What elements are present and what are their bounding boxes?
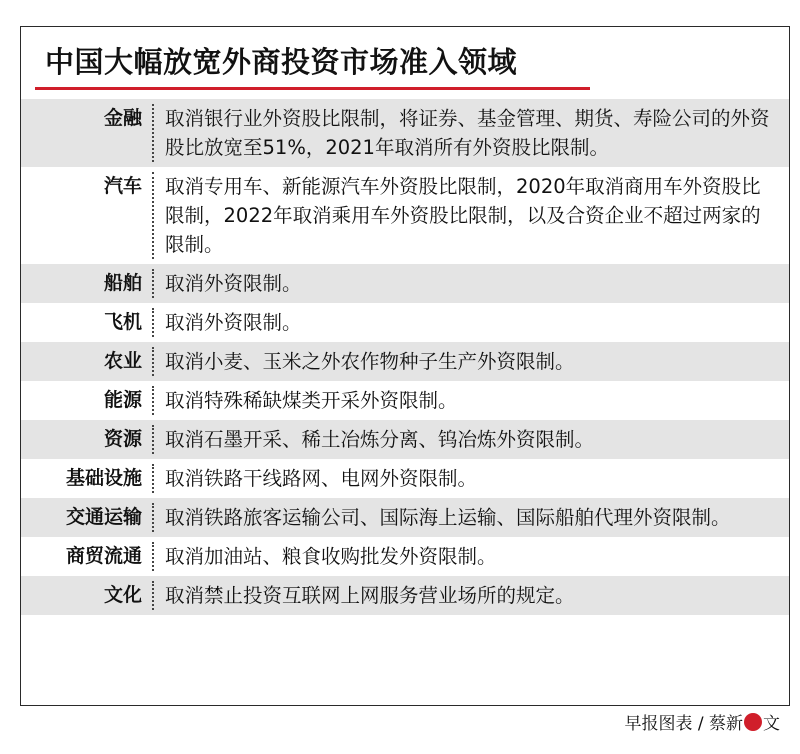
table-row <box>21 459 789 498</box>
row-category: 交通运输 <box>65 506 142 528</box>
credit-text: 早报图表 / 蔡新 <box>624 714 743 734</box>
dotted-separator <box>152 308 154 337</box>
table-title: 中国大幅放宽外商投资市场准入领域 <box>45 45 518 79</box>
table-frame <box>20 26 790 706</box>
row-category: 能源 <box>103 389 142 411</box>
row-description: 取消特殊稀缺煤类开采外资限制。 <box>165 389 458 412</box>
dotted-separator <box>152 104 154 162</box>
table-row <box>21 99 789 167</box>
row-description: 取消加油站、粮食收购批发外资限制。 <box>165 545 497 568</box>
rows-container <box>21 99 789 615</box>
row-category: 金融 <box>103 107 142 129</box>
table-row <box>21 576 789 615</box>
table-row <box>21 342 789 381</box>
title-underline <box>35 87 590 90</box>
row-category: 文化 <box>103 584 142 606</box>
row-description: 取消外资限制。 <box>165 272 302 295</box>
dotted-separator <box>152 386 154 415</box>
row-description: 取消专用车、新能源汽车外资股比限制，2020年取消商用车外资股比限制，2022年取消乘用车外资股比限制，以及合资企业不超过两家的限制。 <box>165 175 761 256</box>
table-row <box>21 498 789 537</box>
row-category: 基础设施 <box>65 467 142 489</box>
dotted-separator <box>152 503 154 532</box>
row-description: 取消外资限制。 <box>165 311 302 334</box>
row-description: 取消银行业外资股比限制，将证券、基金管理、期货、寿险公司的外资股比放宽至51%，2021年取消所有外资股比限制。 <box>165 107 770 159</box>
row-category: 飞机 <box>103 311 142 333</box>
row-description: 取消铁路旅客运输公司、国际海上运输、国际船舶代理外资限制。 <box>165 506 731 529</box>
table-row <box>21 537 789 576</box>
table-row <box>21 381 789 420</box>
dotted-separator <box>152 581 154 610</box>
row-description: 取消小麦、玉米之外农作物种子生产外资限制。 <box>165 350 575 373</box>
table-row <box>21 167 789 264</box>
dotted-separator <box>152 172 154 259</box>
dotted-separator <box>152 542 154 571</box>
dotted-separator <box>152 464 154 493</box>
row-category: 汽车 <box>103 175 142 197</box>
table-row <box>21 420 789 459</box>
row-description: 取消石墨开采、稀土冶炼分离、钨冶炼外资限制。 <box>165 428 595 451</box>
dotted-separator <box>152 347 154 376</box>
row-category: 资源 <box>103 428 142 450</box>
row-description: 取消禁止投资互联网上网服务营业场所的规定。 <box>165 584 575 607</box>
row-description: 取消铁路干线路网、电网外资限制。 <box>165 467 478 490</box>
row-category: 农业 <box>103 350 142 372</box>
row-category: 船舶 <box>103 272 142 294</box>
row-category: 商贸流通 <box>65 545 142 567</box>
dotted-separator <box>152 269 154 298</box>
newspaper-logo-icon <box>744 713 762 731</box>
dotted-separator <box>152 425 154 454</box>
credit-suffix: 文 <box>763 714 780 734</box>
table-row <box>21 264 789 303</box>
credit-line <box>624 712 780 736</box>
table-row <box>21 303 789 342</box>
